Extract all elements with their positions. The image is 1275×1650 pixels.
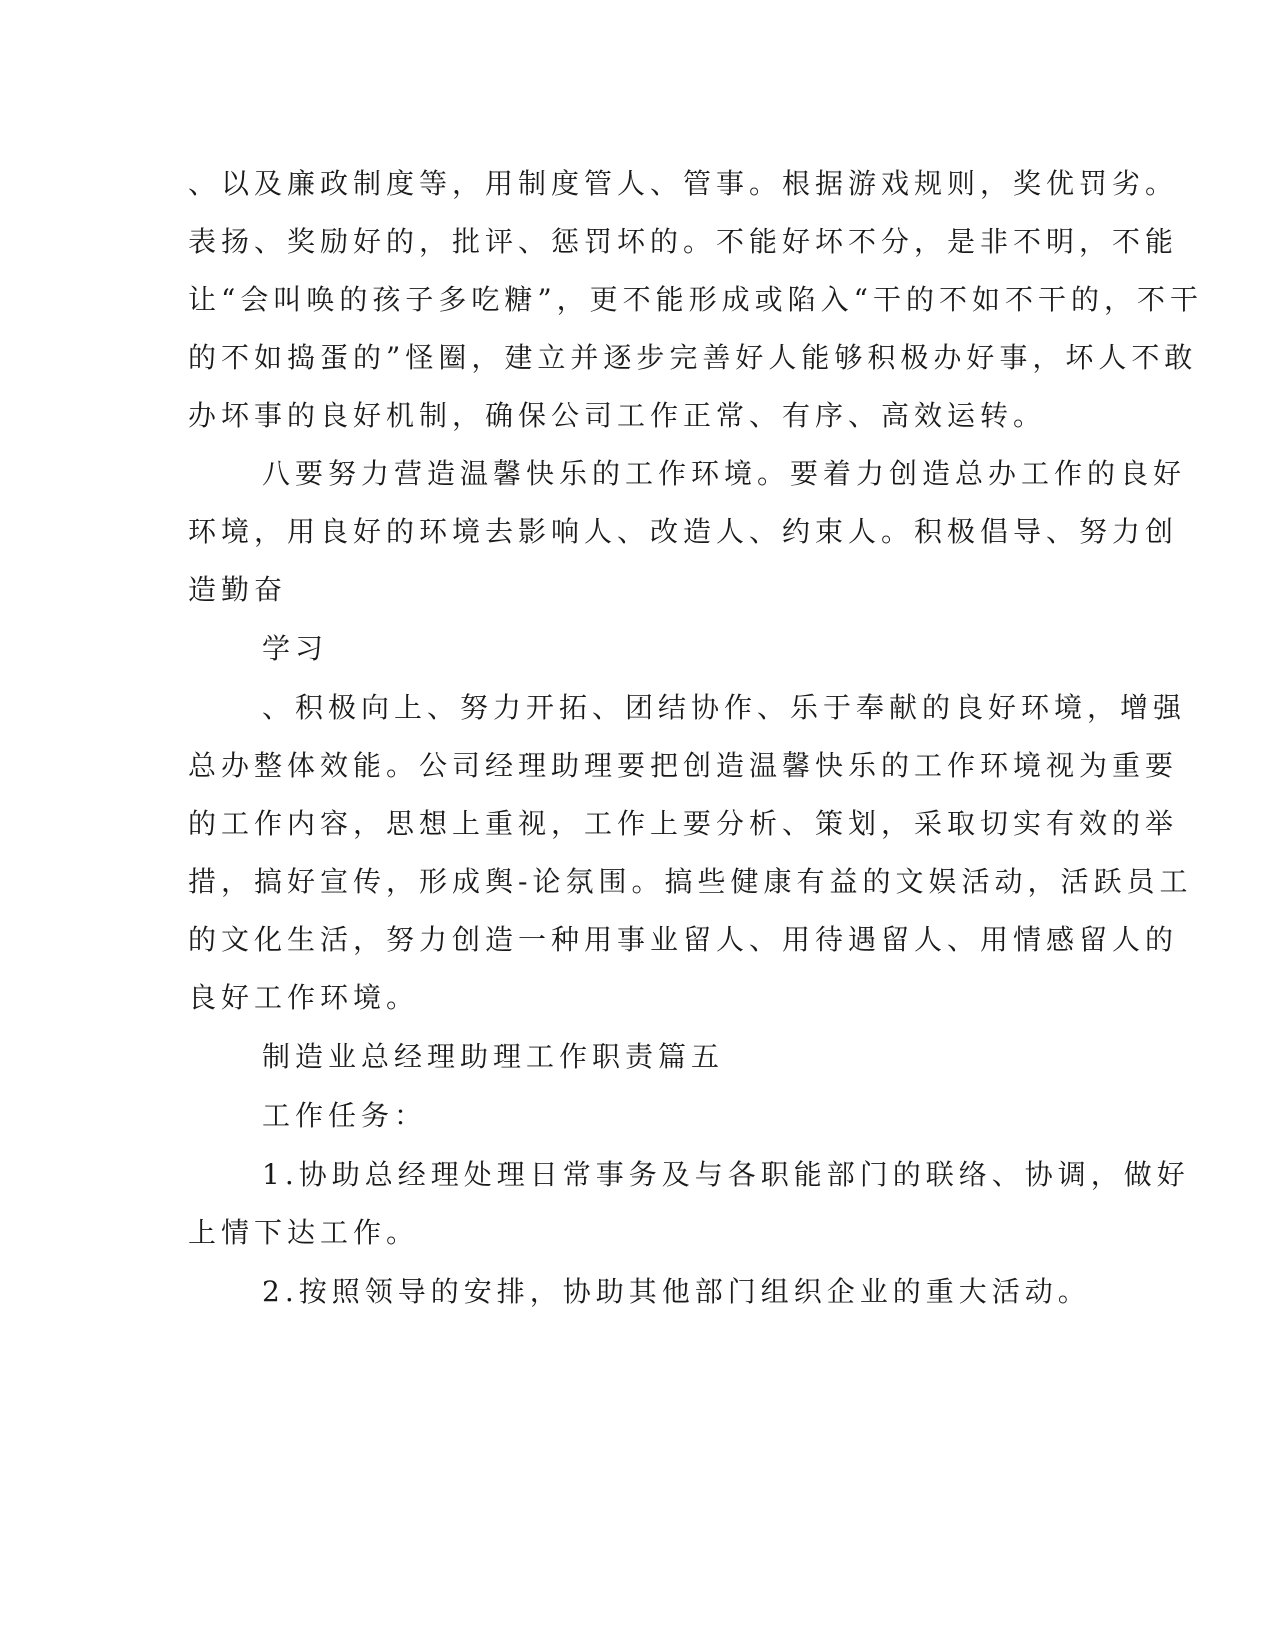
paragraph-start: 、积极向上、努力开拓、团结协作、乐于奉献的良好环境，增强: [262, 691, 1187, 724]
text-line: 环境，用良好的环境去影响人、改造人、约束人。积极倡导、努力创: [188, 515, 1179, 548]
text-line: 上情下达工作。: [188, 1216, 420, 1249]
list-item: 1.协助总经理处理日常事务及与各职能部门的联络、协调，做好: [262, 1158, 1190, 1191]
section-heading: 制造业总经理助理工作职责篇五: [262, 1040, 725, 1073]
text-line: 的文化生活，努力创造一种用事业留人、用待遇留人、用情感留人的: [188, 923, 1179, 956]
text-line: 总办整体效能。公司经理助理要把创造温馨快乐的工作环境视为重要: [188, 749, 1179, 782]
text-line: 的工作内容，思想上重视，工作上要分析、策划，采取切实有效的举: [188, 807, 1179, 840]
text-line: 表扬、奖励好的，批评、惩罚坏的。不能好坏不分，是非不明，不能: [188, 225, 1179, 258]
list-item: 2.按照领导的安排，协助其他部门组织企业的重大活动。: [262, 1275, 1091, 1308]
paragraph-start: 学习: [262, 632, 329, 665]
text-line: 办坏事的良好机制，确保公司工作正常、有序、高效运转。: [188, 399, 1047, 432]
paragraph-start: 八要努力营造温馨快乐的工作环境。要着力创造总办工作的良好: [262, 457, 1187, 490]
subheading: 工作任务：: [262, 1099, 428, 1132]
text-line: 良好工作环境。: [188, 981, 420, 1014]
text-line: 让“会叫唤的孩子多吃糖”，更不能形成或陷入“干的不如不干的，不干: [188, 283, 1203, 316]
text-line: 措，搞好宣传，形成舆-论氛围。搞些健康有益的文娱活动，活跃员工: [188, 865, 1193, 898]
text-line: 、以及廉政制度等，用制度管人、管事。根据游戏规则，奖优罚劣。: [188, 167, 1179, 200]
text-line: 的不如捣蛋的”怪圈，建立并逐步完善好人能够积极办好事，坏人不敢: [188, 341, 1198, 374]
text-line: 造勤奋: [188, 573, 288, 606]
